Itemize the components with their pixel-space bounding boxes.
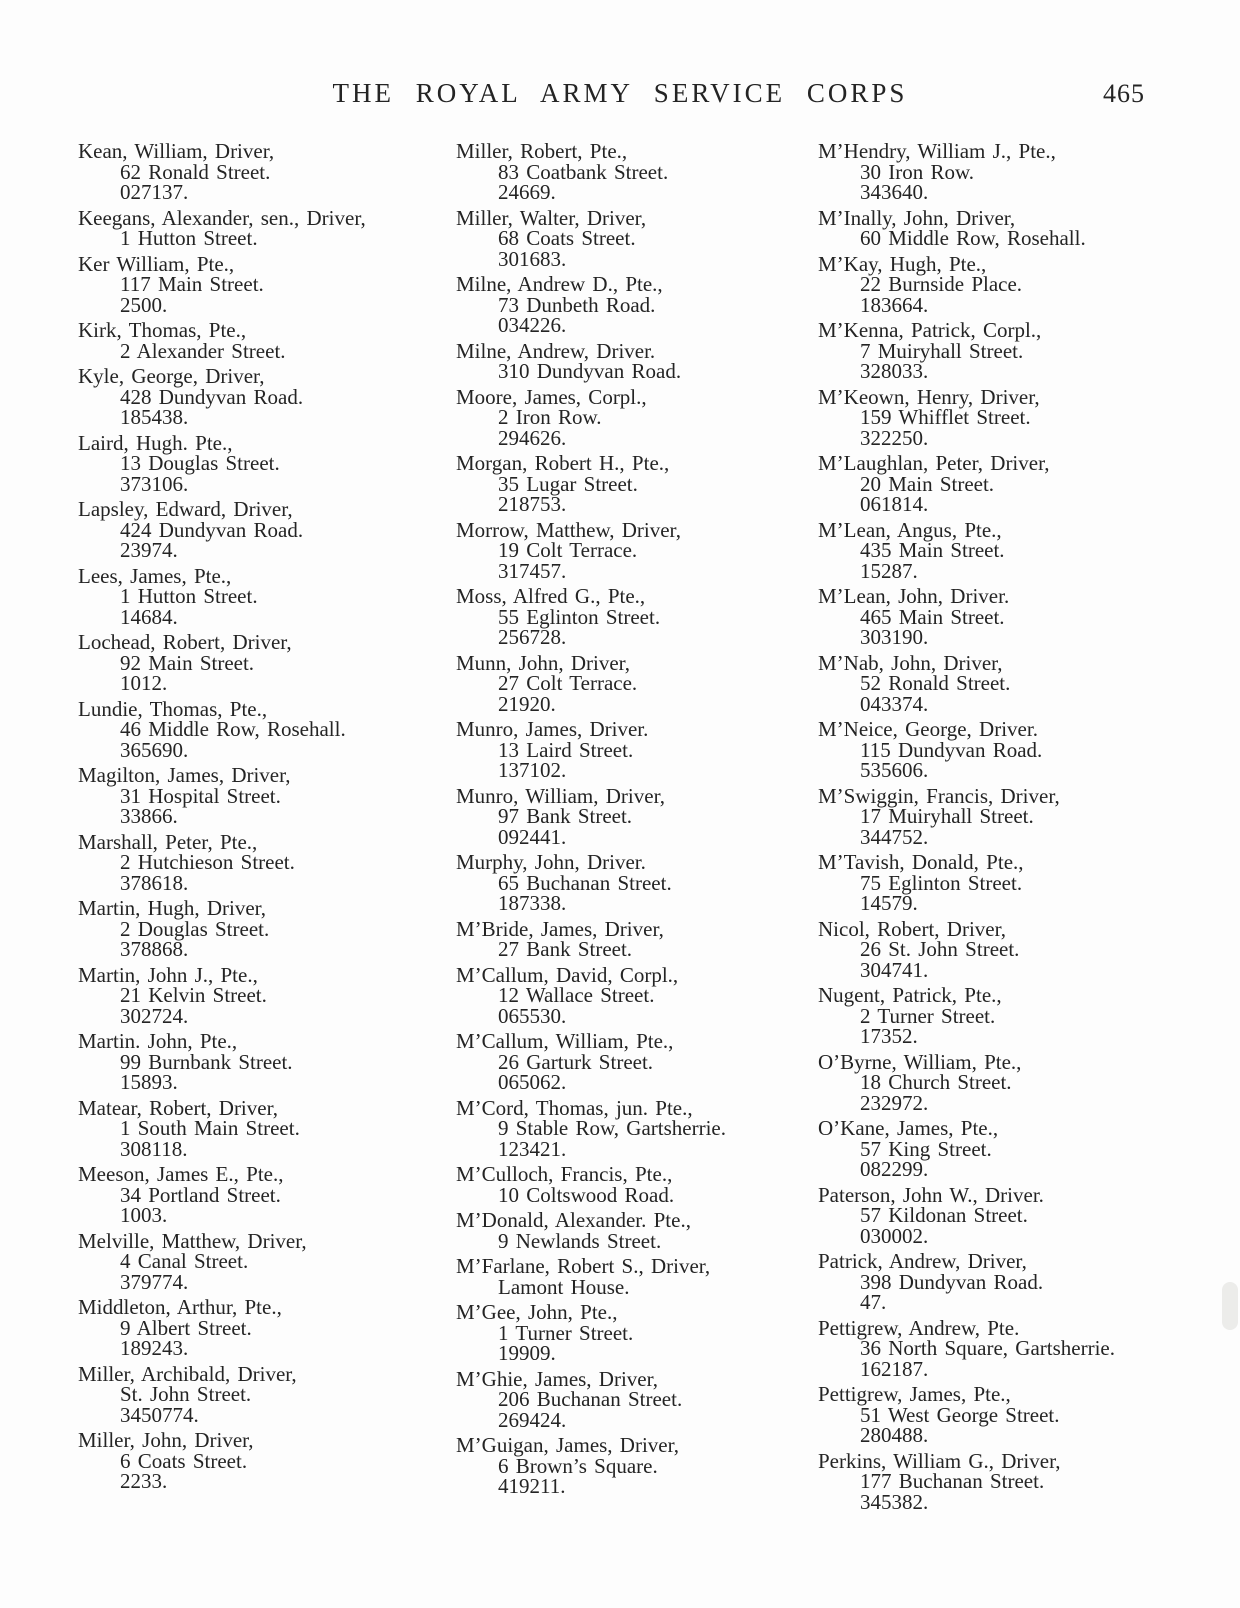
- entry-name: M’Kenna, Patrick, Corpl.,: [818, 318, 1042, 342]
- entry-number: 343640.: [860, 180, 929, 204]
- directory-entry: [78, 632, 443, 694]
- entry-name: Munro, William, Driver,: [456, 783, 665, 808]
- directory-entry: [456, 141, 808, 203]
- entry-name: M’Keown, Henry, Driver,: [818, 384, 1040, 409]
- directory-entry: [78, 1031, 443, 1093]
- entry-address: 34 Portland Street.: [120, 1182, 281, 1207]
- entry-number: 1012.: [120, 671, 168, 695]
- entry-address: 424 Dundyvan Road.: [120, 517, 304, 542]
- entry-address: 310 Dundyvan Road.: [498, 359, 682, 383]
- entry-name: M’Bride, James, Driver,: [456, 916, 664, 941]
- page-title: THE ROYAL ARMY SERVICE CORPS: [332, 78, 908, 108]
- entry-name: Munn, John, Driver,: [456, 650, 631, 675]
- entry-name: M’Inally, John, Driver,: [818, 205, 1016, 230]
- entry-address: 1 Hutton Street.: [120, 584, 258, 608]
- entry-address: 55 Eglinton Street.: [498, 604, 661, 629]
- directory-entry: [456, 916, 808, 961]
- entry-address: 52 Ronald Street.: [860, 671, 1011, 695]
- directory-entry: [818, 852, 1218, 914]
- entry-number: 379774.: [120, 1269, 189, 1294]
- entry-address: 46 Middle Row, Rosehall.: [120, 717, 346, 741]
- directory-entry: [818, 251, 1218, 317]
- entry-number: 218753.: [498, 492, 567, 516]
- entry-address: 1 Turner Street.: [498, 1320, 634, 1345]
- entry-name: Lochead, Robert, Driver,: [78, 630, 292, 654]
- entry-number: 123421.: [498, 1136, 567, 1161]
- entry-number: 3450774.: [120, 1402, 199, 1427]
- directory-entry: [456, 205, 808, 271]
- entry-address: 2 Douglas Street.: [120, 916, 270, 941]
- entry-number: 183664.: [860, 292, 929, 317]
- entry-number: 19909.: [498, 1341, 556, 1365]
- entry-name: Paterson, John W., Driver.: [818, 1182, 1044, 1207]
- entry-address: 177 Buchanan Street.: [860, 1469, 1045, 1493]
- directory-entry: [78, 366, 443, 428]
- directory-entry: [818, 1448, 1218, 1514]
- entry-name: Munro, James, Driver.: [456, 717, 649, 741]
- entry-name: Moss, Alfred G., Pte.,: [456, 584, 646, 608]
- entry-address: 26 Garturk Street.: [498, 1049, 654, 1074]
- entry-name: M’Lean, John, Driver.: [818, 584, 1010, 608]
- directory-entry: [818, 384, 1218, 450]
- entry-number: 23974.: [120, 538, 178, 562]
- directory-entry: [456, 1031, 808, 1093]
- entry-address: 1 Hutton Street.: [120, 226, 258, 250]
- entry-number: 14684.: [120, 604, 178, 629]
- directory-entry: [78, 1430, 443, 1492]
- entry-address: 2 Hutchieson Street.: [120, 850, 295, 874]
- column-2: [456, 141, 808, 1502]
- entry-address: 27 Bank Street.: [498, 937, 633, 961]
- directory-entry: [456, 1210, 808, 1251]
- entry-number: 322250.: [860, 425, 929, 450]
- entry-name: Milne, Andrew, Driver.: [456, 338, 656, 363]
- entry-number: 082299.: [860, 1157, 929, 1181]
- entry-address: 65 Buchanan Street.: [498, 870, 672, 895]
- entry-address: 435 Main Street.: [860, 538, 1005, 562]
- directory-entry: [78, 898, 443, 960]
- entry-name: M’Callum, David, Corpl.,: [456, 962, 679, 987]
- directory-entry: [456, 1366, 808, 1432]
- entry-name: Patrick, Andrew, Driver,: [818, 1249, 1027, 1273]
- directory-entry: [78, 1095, 443, 1161]
- entry-address: Lamont House.: [498, 1274, 630, 1299]
- entry-address: 2 Alexander Street.: [120, 338, 286, 363]
- entry-number: 308118.: [120, 1136, 188, 1161]
- entry-address: 206 Buchanan Street.: [498, 1387, 683, 1411]
- entry-address: 57 Kildonan Street.: [860, 1203, 1028, 1227]
- directory-entry: [456, 274, 808, 336]
- entry-number: 535606.: [860, 758, 929, 782]
- entry-name: Martin, John J., Pte.,: [78, 962, 258, 987]
- entry-name: M’Guigan, James, Driver,: [456, 1433, 680, 1457]
- entry-address: 159 Whifflet Street.: [860, 405, 1031, 429]
- directory-entry: [456, 384, 808, 450]
- entry-address: 36 North Square, Gartsherrie.: [860, 1336, 1116, 1360]
- entry-name: Martin, Hugh, Driver,: [78, 896, 267, 920]
- entry-number: 189243.: [120, 1336, 189, 1360]
- directory-entry: [818, 205, 1218, 250]
- entry-address: 73 Dunbeth Road.: [498, 292, 656, 317]
- directory-entry: [818, 1315, 1218, 1381]
- directory-entry: [78, 829, 443, 895]
- entry-number: 034226.: [498, 313, 567, 337]
- directory-entry: [456, 1256, 808, 1297]
- entry-number: 33866.: [120, 804, 178, 828]
- entry-address: 22 Burnside Place.: [860, 272, 1023, 296]
- entry-number: 187338.: [498, 891, 567, 915]
- entry-name: Morgan, Robert H., Pte.,: [456, 451, 670, 475]
- entry-name: Laird, Hugh. Pte.,: [78, 430, 233, 455]
- entry-number: 47.: [860, 1290, 887, 1314]
- entry-name: M’Farlane, Robert S., Driver,: [456, 1254, 711, 1278]
- entry-address: 9 Newlands Street.: [498, 1228, 662, 1253]
- entry-number: 378868.: [120, 937, 189, 961]
- entry-number: 092441.: [498, 824, 567, 849]
- entry-address: 51 West George Street.: [860, 1402, 1060, 1427]
- entry-address: 99 Burnbank Street.: [120, 1049, 293, 1074]
- directory-entry: [456, 453, 808, 515]
- entry-number: 21920.: [498, 691, 556, 716]
- directory-entry: [456, 650, 808, 716]
- entry-address: 2 Iron Row.: [498, 405, 602, 429]
- directory-entry: [818, 1251, 1218, 1313]
- entry-address: 6 Brown’s Square.: [498, 1453, 658, 1478]
- entry-name: Lundie, Thomas, Pte.,: [78, 696, 268, 721]
- directory-entry: [818, 719, 1218, 781]
- directory-entry: [818, 1049, 1218, 1115]
- directory-entry: [78, 1164, 443, 1226]
- entry-address: 398 Dundyvan Road.: [860, 1269, 1044, 1294]
- directory-entry: [78, 563, 443, 629]
- entry-name: Kean, William, Driver,: [78, 139, 275, 163]
- directory-entry: [818, 1118, 1218, 1180]
- directory-entry: [456, 338, 808, 383]
- entry-address: 115 Dundyvan Road.: [860, 737, 1043, 762]
- entry-number: 365690.: [120, 737, 189, 762]
- entry-number: 137102.: [498, 758, 567, 782]
- directory-entry: [818, 453, 1218, 515]
- directory-entry: [78, 430, 443, 496]
- entry-address: 2 Turner Street.: [860, 1003, 996, 1028]
- entry-number: 065530.: [498, 1003, 567, 1028]
- entry-name: Miller, Robert, Pte.,: [456, 139, 628, 163]
- directory-entry: [456, 1435, 808, 1497]
- entry-number: 17352.: [860, 1024, 918, 1048]
- entry-name: Melville, Matthew, Driver,: [78, 1228, 307, 1253]
- entry-name: O’Byrne, William, Pte.,: [818, 1049, 1022, 1074]
- entry-name: Murphy, John, Driver.: [456, 850, 646, 874]
- entry-name: M’Cord, Thomas, jun. Pte.,: [456, 1095, 693, 1120]
- entry-address: 57 King Street.: [860, 1136, 992, 1161]
- entry-address: 10 Coltswood Road.: [498, 1182, 675, 1207]
- entry-number: 2500.: [120, 292, 168, 317]
- entry-address: 27 Colt Terrace.: [498, 671, 638, 695]
- directory-entry: [818, 1384, 1218, 1446]
- entry-address: 428 Dundyvan Road.: [120, 384, 304, 409]
- entry-name: O’Kane, James, Pte.,: [818, 1116, 999, 1140]
- entry-name: Milne, Andrew D., Pte.,: [456, 272, 663, 296]
- entry-number: 162187.: [860, 1356, 929, 1381]
- entry-name: Miller, Walter, Driver,: [456, 205, 647, 230]
- directory-entry: [78, 499, 443, 561]
- entry-name: M’Gee, John, Pte.,: [456, 1300, 618, 1324]
- directory-entry: [456, 852, 808, 914]
- scan-artifact: [1222, 1282, 1238, 1330]
- entry-name: M’Neice, George, Driver.: [818, 717, 1038, 741]
- entry-number: 344752.: [860, 824, 929, 849]
- entry-name: Keegans, Alexander, sen., Driver,: [78, 205, 366, 230]
- entry-address: 18 Church Street.: [860, 1070, 1012, 1094]
- entry-address: 62 Ronald Street.: [120, 159, 271, 184]
- entry-name: Miller, Archibald, Driver,: [78, 1361, 297, 1386]
- entry-name: M’Donald, Alexander. Pte.,: [456, 1208, 691, 1232]
- entry-address: 4 Canal Street.: [120, 1249, 249, 1273]
- entry-name: Meeson, James E., Pte.,: [78, 1162, 284, 1186]
- entry-name: Kyle, George, Driver,: [78, 364, 265, 388]
- entry-name: M’Kay, Hugh, Pte.,: [818, 251, 987, 276]
- entry-name: M’Callum, William, Pte.,: [456, 1029, 674, 1053]
- entry-number: 280488.: [860, 1423, 929, 1447]
- entry-address: 17 Muiryhall Street.: [860, 804, 1034, 828]
- entry-address: 465 Main Street.: [860, 604, 1005, 629]
- entry-address: 19 Colt Terrace.: [498, 538, 638, 562]
- entry-number: 15287.: [860, 558, 918, 583]
- entry-name: Nicol, Robert, Driver,: [818, 916, 1007, 941]
- entry-number: 378618.: [120, 870, 189, 895]
- entry-address: 20 Main Street.: [860, 471, 995, 496]
- entry-name: Pettigrew, James, Pte.,: [818, 1382, 1011, 1406]
- directory-entry: [818, 985, 1218, 1047]
- entry-name: M’Hendry, William J., Pte.,: [818, 139, 1056, 163]
- entry-name: Ker William, Pte.,: [78, 251, 235, 276]
- entry-number: 061814.: [860, 492, 929, 516]
- entry-address: 117 Main Street.: [120, 272, 264, 296]
- directory-entry: [818, 586, 1218, 648]
- entry-name: Martin. John, Pte.,: [78, 1029, 238, 1053]
- directory-entry: [456, 962, 808, 1028]
- entry-name: Morrow, Matthew, Driver,: [456, 517, 681, 542]
- directory-entry: [78, 1228, 443, 1294]
- entry-address: 21 Kelvin Street.: [120, 983, 267, 1007]
- directory-entry: [456, 1164, 808, 1205]
- entry-name: Marshall, Peter, Pte.,: [78, 829, 258, 854]
- entry-number: 256728.: [498, 625, 567, 649]
- directory-entry: [818, 517, 1218, 583]
- directory-entry: [818, 1182, 1218, 1248]
- directory-entry: [78, 320, 443, 361]
- entry-name: Lapsley, Edward, Driver,: [78, 497, 293, 521]
- directory-entry: [818, 916, 1218, 982]
- entry-name: Nugent, Patrick, Pte.,: [818, 983, 1002, 1007]
- entry-number: 303190.: [860, 625, 929, 649]
- directory-entry: [818, 650, 1218, 716]
- directory-entry: [78, 141, 443, 203]
- entry-address: 7 Muiryhall Street.: [860, 338, 1024, 363]
- entry-number: 043374.: [860, 691, 929, 716]
- entry-address: 1 South Main Street.: [120, 1116, 300, 1140]
- entry-name: M’Ghie, James, Driver,: [456, 1366, 659, 1391]
- entry-number: 304741.: [860, 957, 929, 982]
- entry-number: 373106.: [120, 471, 189, 496]
- entry-name: Perkins, William G., Driver,: [818, 1448, 1061, 1473]
- entry-address: 92 Main Street.: [120, 650, 255, 675]
- entry-number: 14579.: [860, 891, 918, 915]
- entry-number: 2233.: [120, 1469, 168, 1493]
- directory-entry: [456, 586, 808, 648]
- directory-entry: [456, 719, 808, 781]
- entry-name: Kirk, Thomas, Pte.,: [78, 318, 247, 342]
- entry-number: 24669.: [498, 180, 556, 204]
- entry-number: 185438.: [120, 405, 189, 429]
- entry-name: M’Culloch, Francis, Pte.,: [456, 1162, 673, 1186]
- entry-number: 232972.: [860, 1090, 929, 1115]
- entry-number: 1003.: [120, 1203, 168, 1227]
- directory-entry: [78, 205, 443, 250]
- column-3: [818, 141, 1218, 1517]
- directory-entry: [78, 696, 443, 762]
- entry-number: 065062.: [498, 1070, 567, 1094]
- entry-name: M’Swiggin, Francis, Driver,: [818, 783, 1060, 808]
- entry-address: 13 Douglas Street.: [120, 451, 280, 475]
- entry-name: Lees, James, Pte.,: [78, 563, 232, 588]
- entry-number: 030002.: [860, 1223, 929, 1248]
- directory-entry: [818, 141, 1218, 203]
- entry-address: 30 Iron Row.: [860, 159, 975, 184]
- entry-address: 75 Eglinton Street.: [860, 870, 1023, 895]
- directory-entry: [78, 1361, 443, 1427]
- directory-entry: [456, 517, 808, 583]
- directory-entry: [78, 962, 443, 1028]
- entry-number: 301683.: [498, 246, 567, 271]
- entry-address: 9 Stable Row, Gartsherrie.: [498, 1116, 726, 1140]
- entry-name: M’Lean, Angus, Pte.,: [818, 517, 1002, 542]
- entry-address: 68 Coats Street.: [498, 226, 636, 250]
- entry-name: Magilton, James, Driver,: [78, 763, 291, 787]
- entry-number: 302724.: [120, 1003, 189, 1028]
- directory-entry: [456, 1302, 808, 1364]
- entry-number: 317457.: [498, 558, 567, 583]
- directory-entry: [818, 783, 1218, 849]
- entry-name: Matear, Robert, Driver,: [78, 1095, 278, 1120]
- entry-name: Middleton, Arthur, Pte.,: [78, 1295, 282, 1319]
- entry-address: 35 Lugar Street.: [498, 471, 638, 496]
- directory-entry: [78, 251, 443, 317]
- entry-address: St. John Street.: [120, 1382, 252, 1406]
- entry-name: Moore, James, Corpl.,: [456, 384, 647, 409]
- entry-name: Pettigrew, Andrew, Pte.: [818, 1315, 1020, 1340]
- directory-entry: [456, 783, 808, 849]
- page-number: 465: [1103, 79, 1145, 108]
- entry-name: Miller, John, Driver,: [78, 1428, 254, 1452]
- column-1: [78, 141, 443, 1497]
- entry-address: 9 Albert Street.: [120, 1315, 252, 1340]
- directory-entry: [78, 765, 443, 827]
- entry-address: 83 Coatbank Street.: [498, 159, 669, 184]
- entry-address: 13 Laird Street.: [498, 737, 634, 762]
- entry-number: 345382.: [860, 1489, 929, 1514]
- directory-entry: [456, 1095, 808, 1161]
- entry-name: M’Laughlan, Peter, Driver,: [818, 451, 1050, 475]
- entry-address: 97 Bank Street.: [498, 804, 633, 828]
- entry-number: 328033.: [860, 359, 929, 383]
- entry-number: 294626.: [498, 425, 567, 450]
- entry-number: 15893.: [120, 1070, 178, 1094]
- directory-entry: [818, 320, 1218, 382]
- entry-number: 419211.: [498, 1474, 566, 1498]
- entry-name: M’Tavish, Donald, Pte.,: [818, 850, 1024, 874]
- entry-number: 269424.: [498, 1407, 567, 1432]
- entry-number: 027137.: [120, 180, 189, 204]
- entry-address: 26 St. John Street.: [860, 937, 1020, 961]
- entry-address: 12 Wallace Street.: [498, 983, 655, 1007]
- entry-name: M’Nab, John, Driver,: [818, 650, 1003, 675]
- entry-address: 31 Hospital Street.: [120, 783, 281, 808]
- entry-address: 6 Coats Street.: [120, 1448, 248, 1473]
- directory-entry: [78, 1297, 443, 1359]
- entry-address: 60 Middle Row, Rosehall.: [860, 226, 1086, 250]
